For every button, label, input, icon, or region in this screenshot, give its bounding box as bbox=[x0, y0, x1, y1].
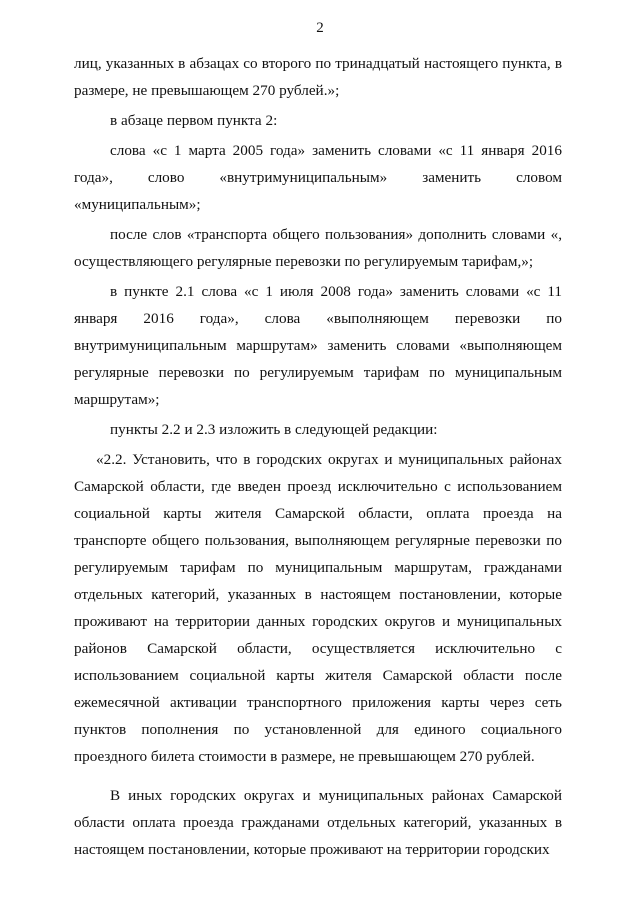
paragraph-item-2-2: «2.2. Установить, что в городских округах и муниципальных районах Самарской области, где введен проезд исключительно с использованием социальной карты жителя Самарской области, оплата проезда на транспорте общего пользования, выполняющем регулярные перевозки по регулируемым тарифам по муниципальным маршрутам, гражданами отдельных категорий, указанных в настоящем постановлении, которые проживают на территории данных городских округов и муниципальных районов Самарской области, осуществляется исключительно с использованием социальной карты жителя Самарской области после ежемесячной активации транспортного приложения карты через сеть пунктов пополнения по установленной для единого социального проездного билета стоимости в размере, не превышающем 270 рублей. bbox=[74, 451, 562, 765]
page-number: 2 bbox=[316, 20, 324, 36]
paragraph-add-words: после слов «транспорта общего пользования» дополнить словами «, осуществляющего регулярные перевозки по регулируемым тарифам,»; bbox=[74, 226, 562, 270]
paragraph-other-districts: В иных городских округах и муниципальных районах Самарской области оплата проезда гражданами отдельных категорий, указанных в настоящем постановлении, которые проживают на территории городских bbox=[74, 787, 562, 858]
paragraph-item-2-1: в пункте 2.1 слова «с 1 июля 2008 года» заменить словами «с 11 января 2016 года», слова «выполняющем перевозки по внутримуниципальным маршрутам» заменить словами «выполняющем регулярные перевозки по регулируемым тарифам по муниципальным маршрутам»; bbox=[74, 283, 562, 408]
paragraph-continuation: лиц, указанных в абзацах со второго по тринадцатый настоящего пункта, в размере, не превышающем 270 рублей.»; bbox=[74, 55, 562, 99]
paragraph-item-2: в абзаце первом пункта 2: bbox=[110, 112, 278, 129]
document-body bbox=[74, 50, 562, 866]
paragraph-new-edition: пункты 2.2 и 2.3 изложить в следующей редакции: bbox=[110, 421, 438, 438]
paragraph-replace-dates: слова «с 1 марта 2005 года» заменить словами «с 11 января 2016 года», слово «внутримуниципальным» заменить словом «муниципальным»; bbox=[74, 142, 562, 213]
